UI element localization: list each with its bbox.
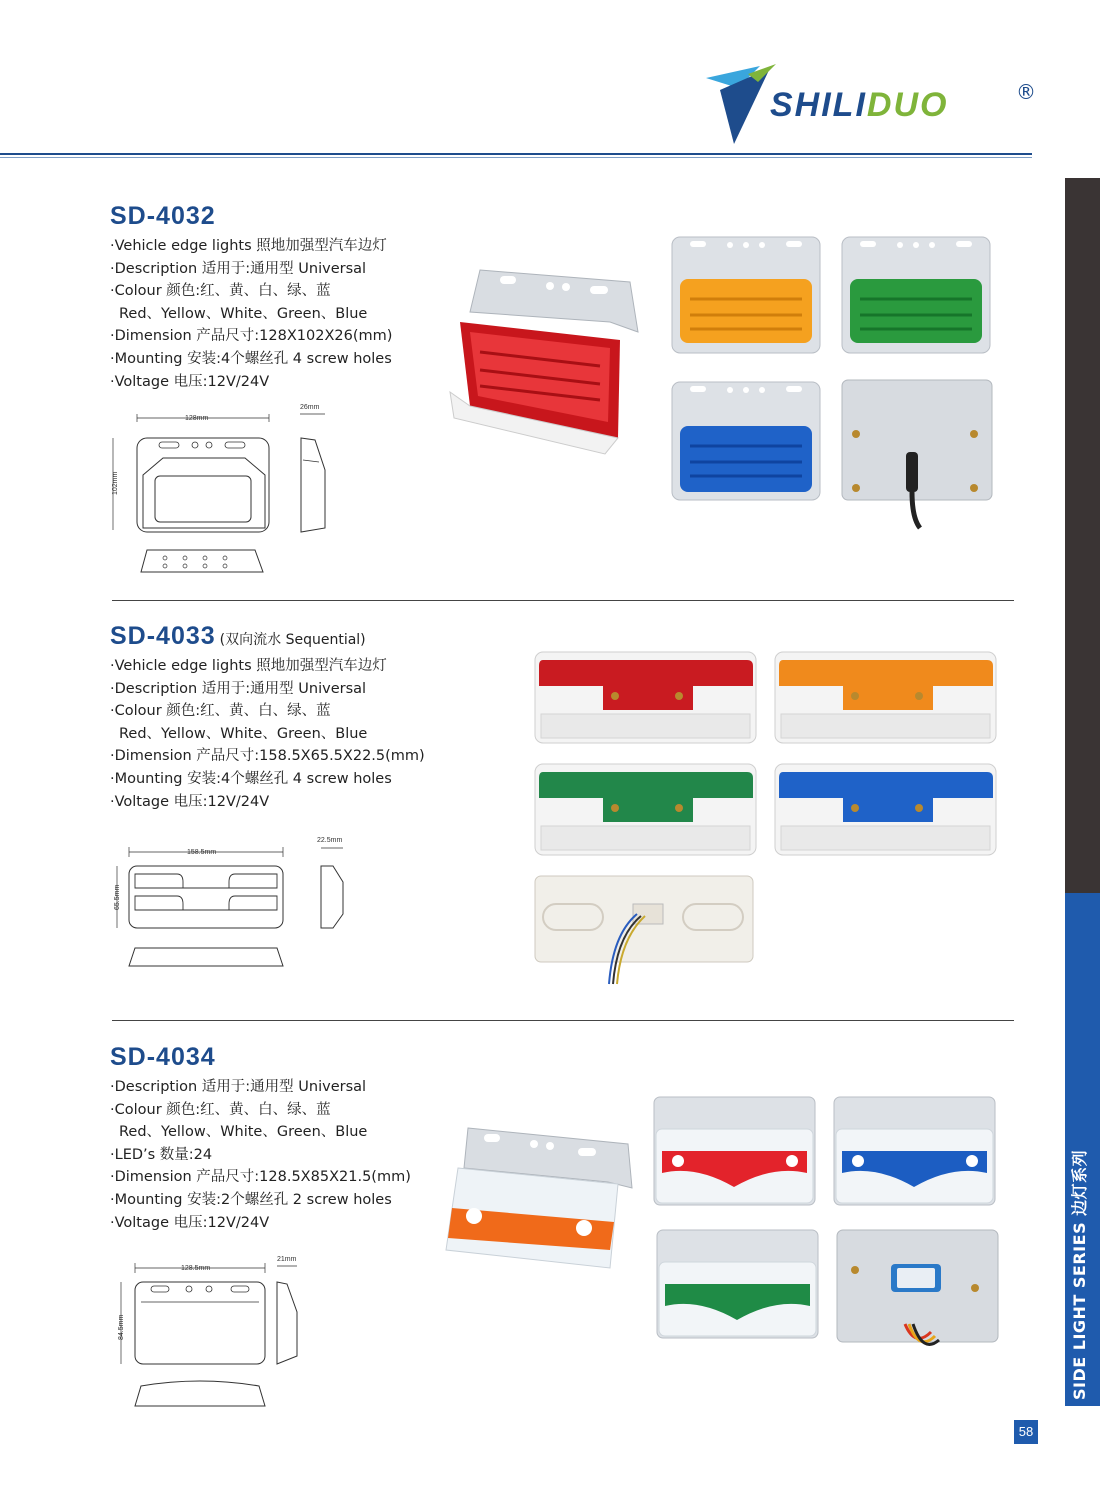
height-dimension-label: 65.5mm	[114, 884, 121, 910]
page-number: 58	[1014, 1420, 1038, 1444]
product-photo-sd4034-green	[655, 1228, 820, 1340]
spec-line: ·Voltage 电压:12V/24V	[110, 373, 270, 390]
spec-line: Red、Yellow、White、Green、Blue	[119, 1124, 368, 1141]
spec-line: ·Mounting 安装:4个螺丝孔 4 screw holes	[110, 770, 392, 787]
model-title	[110, 622, 425, 651]
spec-line: ·Voltage 电压:12V/24V	[110, 793, 270, 810]
technical-drawing-sd4034	[105, 1252, 325, 1412]
spec-line: ·Description 适用于:通用型 Universal	[110, 1079, 367, 1095]
series-label: SIDE LIGHT SERIES 边灯系列	[1070, 1149, 1089, 1400]
height-dimension-label: 84.5mm	[118, 1314, 125, 1340]
product-photo-sd4034-red	[652, 1095, 817, 1207]
model-number: SD-4033	[110, 622, 216, 650]
product-photo-sd4032-green	[840, 235, 992, 355]
model-subtitle: (双向流水 Sequential)	[219, 632, 366, 648]
product-photo-sd4034-blue	[832, 1095, 997, 1207]
width-dimension-label: 128.5mm	[181, 1265, 211, 1272]
depth-dimension-label: 22.5mm	[317, 837, 343, 844]
product-photo-sd4033-amber	[773, 650, 998, 745]
depth-dimension-label: 21mm	[277, 1256, 297, 1263]
spec-line: ·LED’s 数量:24	[110, 1146, 213, 1163]
spec-list	[110, 655, 425, 813]
product-photo-sd4032-amber	[670, 235, 822, 355]
header-rule-thin	[0, 157, 1032, 158]
product-photo-sd4032-back	[840, 378, 995, 530]
spec-line: ·Colour 颜色:红、黄、白、绿、蓝	[110, 703, 331, 720]
spec-line: ·Vehicle edge lights 照地加强型汽车边灯	[110, 658, 387, 674]
product-photo-sd4033-red	[533, 650, 758, 745]
product-photo-sd4034-amber	[438, 1118, 638, 1278]
technical-drawing-sd4032	[105, 400, 345, 580]
spec-list	[110, 1076, 411, 1234]
model-number: SD-4034	[110, 1043, 216, 1071]
product-section-sd4032	[110, 202, 392, 393]
registered-mark: ®	[1016, 80, 1036, 104]
technical-drawing-sd4033	[105, 830, 365, 975]
spec-line: ·Mounting 安装:2个螺丝孔 2 screw holes	[110, 1191, 392, 1208]
spec-line: ·Mounting 安装:4个螺丝孔 4 screw holes	[110, 350, 392, 367]
header-rule	[0, 153, 1032, 155]
sidebar-dark-band	[1065, 178, 1100, 893]
section-divider	[112, 1020, 1014, 1021]
spec-line: ·Dimension 产品尺寸:128X102X26(mm)	[110, 328, 393, 345]
section-divider	[112, 600, 1014, 601]
product-section-sd4033	[110, 622, 425, 813]
product-photo-sd4033-back	[533, 874, 755, 989]
brand-name-part1: SHILI	[770, 86, 867, 124]
product-photo-sd4034-back	[835, 1228, 1000, 1358]
spec-line: ·Colour 颜色:红、黄、白、绿、蓝	[110, 1101, 331, 1118]
product-photo-sd4032-blue	[670, 380, 822, 502]
width-dimension-label: 158.5mm	[187, 849, 217, 856]
spec-line: ·Dimension 产品尺寸:158.5X65.5X22.5(mm)	[110, 748, 425, 765]
spec-list	[110, 235, 392, 393]
product-photo-sd4032-red	[440, 262, 650, 458]
product-photo-sd4033-blue	[773, 762, 998, 857]
depth-dimension-label: 26mm	[300, 404, 320, 411]
height-dimension-label: 102mm	[112, 471, 119, 495]
spec-line: ·Vehicle edge lights 照地加强型汽车边灯	[110, 238, 387, 254]
spec-line: ·Description 适用于:通用型 Universal	[110, 260, 367, 277]
brand-name	[770, 86, 948, 125]
model-number: SD-4032	[110, 202, 216, 230]
product-photo-sd4033-green	[533, 762, 758, 857]
spec-line: ·Colour 颜色:红、黄、白、绿、蓝	[110, 283, 331, 300]
model-title	[110, 1043, 411, 1072]
spec-line: ·Voltage 电压:12V/24V	[110, 1214, 270, 1231]
product-section-sd4034	[110, 1043, 411, 1234]
width-dimension-label: 128mm	[185, 415, 209, 422]
model-title	[110, 202, 392, 231]
spec-line: Red、Yellow、White、Green、Blue	[119, 725, 368, 742]
spec-line: ·Dimension 产品尺寸:128.5X85X21.5(mm)	[110, 1169, 411, 1186]
brand-name-part2: DUO	[866, 86, 949, 124]
spec-line: Red、Yellow、White、Green、Blue	[119, 305, 368, 322]
spec-line: ·Description 适用于:通用型 Universal	[110, 680, 367, 697]
